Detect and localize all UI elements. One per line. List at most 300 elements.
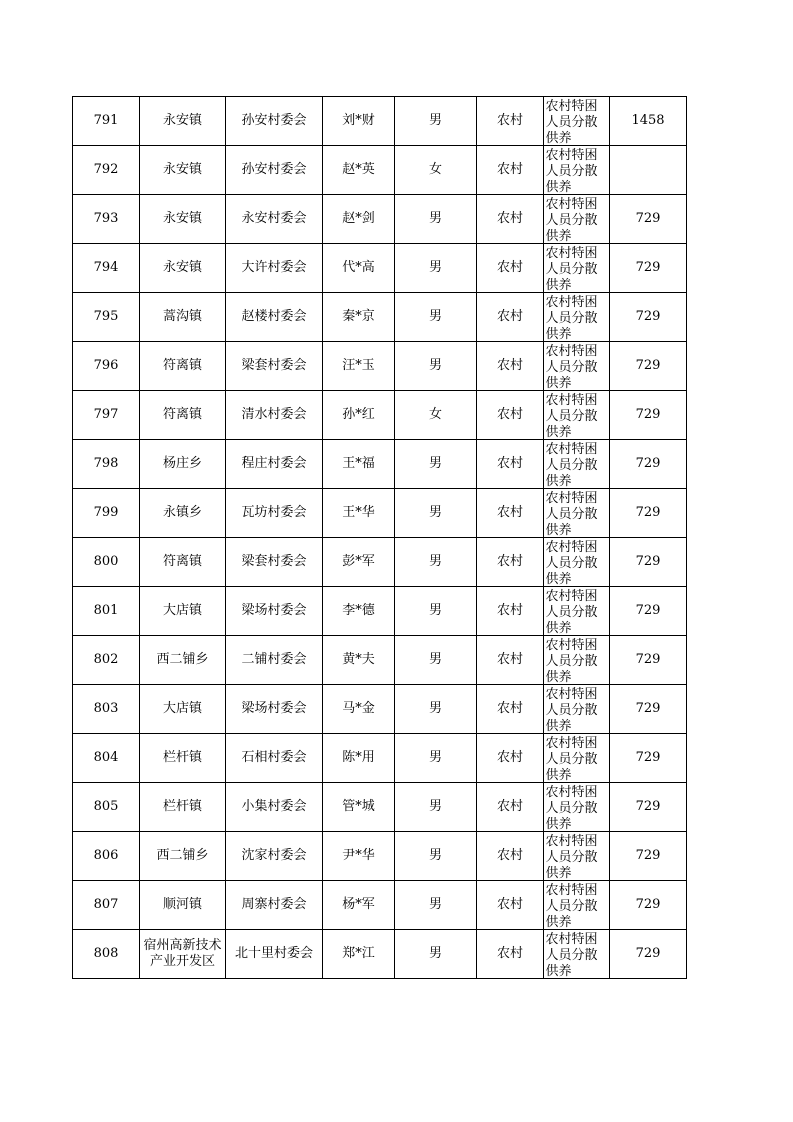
cell-residence-type-text: 农村 <box>496 554 523 569</box>
cell-town <box>140 195 226 244</box>
cell-town <box>140 342 226 391</box>
cell-serial-number-text: 791 <box>93 113 119 128</box>
cell-gender-text: 男 <box>428 554 442 569</box>
cell-village-committee <box>226 244 323 293</box>
cell-serial-number <box>73 783 140 832</box>
cell-residence-type <box>477 538 544 587</box>
cell-person-name-text: 王*华 <box>342 505 375 520</box>
cell-serial-number-text: 802 <box>93 652 119 667</box>
cell-person-name-text: 杨*军 <box>342 897 375 912</box>
cell-village-committee <box>226 538 323 587</box>
cell-support-category <box>544 587 610 636</box>
cell-serial-number-text: 799 <box>93 505 119 520</box>
cell-person-name-text: 赵*剑 <box>342 211 375 226</box>
cell-village-committee <box>226 881 323 930</box>
cell-gender-text: 男 <box>428 358 442 373</box>
cell-town <box>140 538 226 587</box>
cell-residence-type <box>477 489 544 538</box>
cell-serial-number <box>73 342 140 391</box>
cell-amount-text: 729 <box>635 848 661 863</box>
cell-gender <box>395 195 477 244</box>
cell-serial-number-text: 808 <box>93 946 119 961</box>
cell-residence-type <box>477 391 544 440</box>
cell-residence-type-text: 农村 <box>496 309 523 324</box>
cell-village-committee-text: 程庄村委会 <box>241 456 307 471</box>
cell-amount <box>610 293 687 342</box>
cell-amount-text: 729 <box>635 211 661 226</box>
cell-amount-text: 729 <box>635 407 661 422</box>
cell-residence-type <box>477 783 544 832</box>
cell-residence-type-text: 农村 <box>496 407 523 422</box>
cell-amount <box>610 832 687 881</box>
cell-support-category-text: 农村特困人员分散供养 <box>545 882 598 929</box>
cell-person-name <box>323 489 395 538</box>
cell-person-name <box>323 97 395 146</box>
cell-serial-number <box>73 587 140 636</box>
cell-town-text: 符离镇 <box>162 358 202 373</box>
cell-town <box>140 783 226 832</box>
table-row <box>73 97 687 146</box>
cell-gender <box>395 244 477 293</box>
cell-village-committee-text: 瓦坊村委会 <box>241 505 307 520</box>
cell-amount-text: 1458 <box>631 113 665 128</box>
cell-support-category <box>544 783 610 832</box>
cell-amount <box>610 881 687 930</box>
cell-serial-number-text: 794 <box>93 260 119 275</box>
table-row <box>73 146 687 195</box>
cell-gender-text: 男 <box>428 211 442 226</box>
cell-serial-number-text: 798 <box>93 456 119 471</box>
cell-village-committee <box>226 930 323 979</box>
cell-village-committee <box>226 734 323 783</box>
cell-gender-text: 男 <box>428 456 442 471</box>
cell-residence-type-text: 农村 <box>496 897 523 912</box>
cell-serial-number <box>73 636 140 685</box>
cell-support-category <box>544 489 610 538</box>
cell-serial-number-text: 805 <box>93 799 119 814</box>
cell-person-name <box>323 391 395 440</box>
cell-support-category-text: 农村特困人员分散供养 <box>545 441 598 488</box>
cell-person-name-text: 彭*军 <box>342 554 375 569</box>
cell-residence-type <box>477 930 544 979</box>
cell-serial-number-text: 804 <box>93 750 119 765</box>
cell-village-committee <box>226 636 323 685</box>
table-row <box>73 391 687 440</box>
cell-person-name <box>323 930 395 979</box>
cell-town-text: 顺河镇 <box>162 897 202 912</box>
cell-town-text: 符离镇 <box>162 554 202 569</box>
cell-village-committee-text: 小集村委会 <box>241 799 307 814</box>
cell-person-name <box>323 734 395 783</box>
cell-town <box>140 97 226 146</box>
cell-town <box>140 440 226 489</box>
cell-support-category-text: 农村特困人员分散供养 <box>545 196 598 243</box>
cell-village-committee <box>226 146 323 195</box>
cell-gender-text: 男 <box>428 652 442 667</box>
cell-serial-number <box>73 244 140 293</box>
cell-gender-text: 男 <box>428 260 442 275</box>
cell-residence-type-text: 农村 <box>496 946 523 961</box>
cell-village-committee-text: 大许村委会 <box>241 260 307 275</box>
cell-gender-text: 男 <box>428 603 442 618</box>
table-row <box>73 881 687 930</box>
cell-village-committee-text: 梁套村委会 <box>241 358 307 373</box>
cell-residence-type-text: 农村 <box>496 750 523 765</box>
cell-village-committee-text: 梁场村委会 <box>241 603 307 618</box>
cell-amount-text: 729 <box>635 554 661 569</box>
cell-amount-text: 729 <box>635 946 661 961</box>
relief-roster-table <box>72 96 687 979</box>
cell-town-text: 大店镇 <box>162 603 202 618</box>
cell-amount <box>610 146 687 195</box>
cell-support-category-text: 农村特困人员分散供养 <box>545 784 598 831</box>
cell-gender-text: 男 <box>428 799 442 814</box>
cell-person-name <box>323 244 395 293</box>
cell-town <box>140 832 226 881</box>
cell-village-committee <box>226 440 323 489</box>
cell-village-committee-text: 赵楼村委会 <box>241 309 307 324</box>
cell-gender <box>395 734 477 783</box>
cell-serial-number <box>73 832 140 881</box>
cell-amount-text: 729 <box>635 652 661 667</box>
cell-amount-text: 729 <box>635 456 661 471</box>
cell-amount <box>610 587 687 636</box>
cell-support-category <box>544 881 610 930</box>
cell-serial-number-text: 801 <box>93 603 119 618</box>
cell-residence-type-text: 农村 <box>496 358 523 373</box>
cell-village-committee-text: 二铺村委会 <box>241 652 307 667</box>
cell-residence-type-text: 农村 <box>496 652 523 667</box>
cell-residence-type <box>477 342 544 391</box>
cell-amount-text: 729 <box>635 358 661 373</box>
cell-town-text: 蒿沟镇 <box>162 309 202 324</box>
table-row <box>73 734 687 783</box>
cell-gender <box>395 97 477 146</box>
cell-amount <box>610 734 687 783</box>
cell-support-category <box>544 685 610 734</box>
cell-amount <box>610 489 687 538</box>
cell-person-name-text: 郑*江 <box>342 946 375 961</box>
cell-village-committee <box>226 293 323 342</box>
cell-serial-number <box>73 881 140 930</box>
cell-amount <box>610 97 687 146</box>
cell-support-category <box>544 734 610 783</box>
cell-person-name <box>323 636 395 685</box>
cell-town <box>140 930 226 979</box>
cell-gender-text: 男 <box>428 113 442 128</box>
cell-serial-number-text: 803 <box>93 701 119 716</box>
cell-gender <box>395 489 477 538</box>
cell-support-category-text: 农村特困人员分散供养 <box>545 833 598 880</box>
cell-gender-text: 男 <box>428 848 442 863</box>
cell-residence-type <box>477 195 544 244</box>
cell-town-text: 西二铺乡 <box>156 848 209 863</box>
cell-residence-type-text: 农村 <box>496 799 523 814</box>
cell-amount <box>610 440 687 489</box>
cell-person-name-text: 管*城 <box>342 799 375 814</box>
cell-village-committee-text: 孙安村委会 <box>241 162 307 177</box>
cell-amount-text: 729 <box>635 897 661 912</box>
cell-serial-number <box>73 538 140 587</box>
cell-support-category <box>544 342 610 391</box>
cell-serial-number-text: 796 <box>93 358 119 373</box>
table-row <box>73 587 687 636</box>
cell-town-text: 栏杆镇 <box>162 799 202 814</box>
cell-residence-type <box>477 293 544 342</box>
cell-person-name <box>323 146 395 195</box>
cell-gender <box>395 783 477 832</box>
cell-gender <box>395 587 477 636</box>
cell-amount-text: 729 <box>635 309 661 324</box>
table-row <box>73 832 687 881</box>
cell-residence-type-text: 农村 <box>496 701 523 716</box>
cell-support-category-text: 农村特困人员分散供养 <box>545 490 598 537</box>
cell-support-category-text: 农村特困人员分散供养 <box>545 98 598 145</box>
cell-village-committee <box>226 97 323 146</box>
cell-residence-type-text: 农村 <box>496 603 523 618</box>
cell-person-name <box>323 342 395 391</box>
cell-village-committee <box>226 489 323 538</box>
cell-town-text: 永镇乡 <box>162 505 202 520</box>
cell-gender <box>395 881 477 930</box>
cell-town <box>140 685 226 734</box>
cell-person-name-text: 马*金 <box>342 701 375 716</box>
cell-residence-type <box>477 881 544 930</box>
cell-residence-type <box>477 587 544 636</box>
cell-amount <box>610 342 687 391</box>
cell-village-committee-text: 北十里村委会 <box>234 946 313 961</box>
cell-serial-number <box>73 293 140 342</box>
cell-gender <box>395 832 477 881</box>
cell-village-committee <box>226 783 323 832</box>
cell-support-category <box>544 930 610 979</box>
cell-amount-text: 729 <box>635 505 661 520</box>
cell-amount <box>610 195 687 244</box>
cell-serial-number <box>73 734 140 783</box>
cell-serial-number-text: 797 <box>93 407 119 422</box>
cell-town <box>140 636 226 685</box>
cell-serial-number <box>73 97 140 146</box>
cell-gender-text: 女 <box>428 407 442 422</box>
cell-support-category-text: 农村特困人员分散供养 <box>545 147 598 194</box>
cell-amount <box>610 391 687 440</box>
cell-gender <box>395 538 477 587</box>
cell-town <box>140 587 226 636</box>
cell-support-category <box>544 244 610 293</box>
cell-amount-text: 729 <box>635 750 661 765</box>
cell-serial-number <box>73 489 140 538</box>
cell-serial-number <box>73 685 140 734</box>
cell-serial-number <box>73 146 140 195</box>
cell-support-category <box>544 538 610 587</box>
cell-support-category-text: 农村特困人员分散供养 <box>545 294 598 341</box>
cell-residence-type <box>477 244 544 293</box>
cell-gender-text: 女 <box>428 162 442 177</box>
cell-town-text: 大店镇 <box>162 701 202 716</box>
cell-town-text: 西二铺乡 <box>156 652 209 667</box>
table-body <box>73 97 687 979</box>
cell-person-name <box>323 685 395 734</box>
cell-person-name-text: 李*德 <box>342 603 375 618</box>
cell-support-category <box>544 195 610 244</box>
cell-person-name-text: 王*福 <box>342 456 375 471</box>
table-row <box>73 342 687 391</box>
table-row <box>73 440 687 489</box>
cell-village-committee <box>226 342 323 391</box>
cell-town <box>140 734 226 783</box>
cell-town-text: 符离镇 <box>162 407 202 422</box>
table-row <box>73 538 687 587</box>
table-row <box>73 489 687 538</box>
cell-support-category-text: 农村特困人员分散供养 <box>545 588 598 635</box>
cell-residence-type <box>477 97 544 146</box>
cell-person-name-text: 秦*京 <box>342 309 375 324</box>
cell-town <box>140 489 226 538</box>
cell-village-committee <box>226 832 323 881</box>
cell-amount-text: 729 <box>635 701 661 716</box>
cell-amount <box>610 783 687 832</box>
cell-residence-type-text: 农村 <box>496 456 523 471</box>
cell-serial-number-text: 792 <box>93 162 119 177</box>
cell-residence-type-text: 农村 <box>496 260 523 275</box>
cell-gender <box>395 636 477 685</box>
cell-amount-text: 729 <box>635 799 661 814</box>
cell-person-name-text: 陈*用 <box>342 750 375 765</box>
cell-person-name <box>323 195 395 244</box>
cell-amount <box>610 538 687 587</box>
cell-town <box>140 293 226 342</box>
cell-gender <box>395 930 477 979</box>
cell-gender <box>395 685 477 734</box>
cell-town <box>140 881 226 930</box>
cell-serial-number-text: 800 <box>93 554 119 569</box>
cell-gender-text: 男 <box>428 750 442 765</box>
cell-town-text: 栏杆镇 <box>162 750 202 765</box>
cell-residence-type-text: 农村 <box>496 505 523 520</box>
cell-support-category <box>544 146 610 195</box>
table-row <box>73 244 687 293</box>
cell-serial-number-text: 807 <box>93 897 119 912</box>
cell-town-text: 宿州高新技术产业开发区 <box>143 938 222 969</box>
cell-support-category <box>544 391 610 440</box>
cell-serial-number <box>73 930 140 979</box>
cell-support-category-text: 农村特困人员分散供养 <box>545 245 598 292</box>
cell-serial-number-text: 795 <box>93 309 119 324</box>
cell-village-committee-text: 永安村委会 <box>241 211 307 226</box>
cell-town-text: 杨庄乡 <box>162 456 202 471</box>
cell-person-name-text: 代*高 <box>342 260 375 275</box>
cell-serial-number <box>73 195 140 244</box>
cell-town <box>140 146 226 195</box>
cell-person-name <box>323 881 395 930</box>
cell-village-committee <box>226 391 323 440</box>
cell-gender-text: 男 <box>428 897 442 912</box>
cell-gender <box>395 391 477 440</box>
cell-person-name-text: 孙*红 <box>342 407 375 422</box>
cell-support-category <box>544 636 610 685</box>
cell-serial-number <box>73 440 140 489</box>
cell-village-committee <box>226 195 323 244</box>
cell-person-name-text: 刘*财 <box>342 113 375 128</box>
cell-amount <box>610 930 687 979</box>
cell-village-committee-text: 梁套村委会 <box>241 554 307 569</box>
cell-residence-type-text: 农村 <box>496 211 523 226</box>
cell-amount <box>610 685 687 734</box>
cell-residence-type-text: 农村 <box>496 162 523 177</box>
cell-town <box>140 391 226 440</box>
table-row <box>73 930 687 979</box>
table-row <box>73 636 687 685</box>
cell-amount <box>610 244 687 293</box>
cell-town-text: 永安镇 <box>162 113 202 128</box>
cell-village-committee <box>226 685 323 734</box>
cell-town <box>140 244 226 293</box>
cell-residence-type <box>477 685 544 734</box>
cell-village-committee-text: 石相村委会 <box>241 750 307 765</box>
cell-residence-type <box>477 440 544 489</box>
cell-support-category <box>544 832 610 881</box>
cell-gender-text: 男 <box>428 505 442 520</box>
cell-town-text: 永安镇 <box>162 211 202 226</box>
cell-serial-number-text: 793 <box>93 211 119 226</box>
cell-residence-type <box>477 146 544 195</box>
cell-support-category <box>544 293 610 342</box>
cell-support-category-text: 农村特困人员分散供养 <box>545 392 598 439</box>
cell-gender-text: 男 <box>428 309 442 324</box>
cell-residence-type-text: 农村 <box>496 848 523 863</box>
cell-support-category-text: 农村特困人员分散供养 <box>545 343 598 390</box>
cell-serial-number-text: 806 <box>93 848 119 863</box>
cell-town-text: 永安镇 <box>162 162 202 177</box>
cell-person-name-text: 黄*夫 <box>342 652 375 667</box>
cell-residence-type <box>477 832 544 881</box>
cell-person-name <box>323 293 395 342</box>
cell-person-name <box>323 832 395 881</box>
cell-village-committee-text: 清水村委会 <box>241 407 307 422</box>
cell-support-category-text: 农村特困人员分散供养 <box>545 539 598 586</box>
cell-residence-type <box>477 734 544 783</box>
cell-support-category-text: 农村特困人员分散供养 <box>545 931 598 978</box>
table-row <box>73 783 687 832</box>
table-row <box>73 195 687 244</box>
cell-person-name-text: 汪*玉 <box>342 358 375 373</box>
cell-gender <box>395 440 477 489</box>
cell-gender <box>395 146 477 195</box>
cell-support-category-text: 农村特困人员分散供养 <box>545 686 598 733</box>
cell-town-text: 永安镇 <box>162 260 202 275</box>
cell-village-committee-text: 沈家村委会 <box>241 848 307 863</box>
cell-village-committee-text: 周寨村委会 <box>241 897 307 912</box>
cell-residence-type <box>477 636 544 685</box>
cell-person-name <box>323 440 395 489</box>
cell-village-committee <box>226 587 323 636</box>
cell-support-category <box>544 440 610 489</box>
cell-support-category <box>544 97 610 146</box>
cell-person-name-text: 赵*英 <box>342 162 375 177</box>
cell-amount-text: 729 <box>635 260 661 275</box>
cell-gender <box>395 342 477 391</box>
cell-residence-type-text: 农村 <box>496 113 523 128</box>
table-row <box>73 685 687 734</box>
cell-village-committee-text: 孙安村委会 <box>241 113 307 128</box>
cell-village-committee-text: 梁场村委会 <box>241 701 307 716</box>
cell-amount <box>610 636 687 685</box>
cell-person-name-text: 尹*华 <box>342 848 375 863</box>
cell-gender <box>395 293 477 342</box>
table-row <box>73 293 687 342</box>
cell-support-category-text: 农村特困人员分散供养 <box>545 735 598 782</box>
cell-gender-text: 男 <box>428 946 442 961</box>
